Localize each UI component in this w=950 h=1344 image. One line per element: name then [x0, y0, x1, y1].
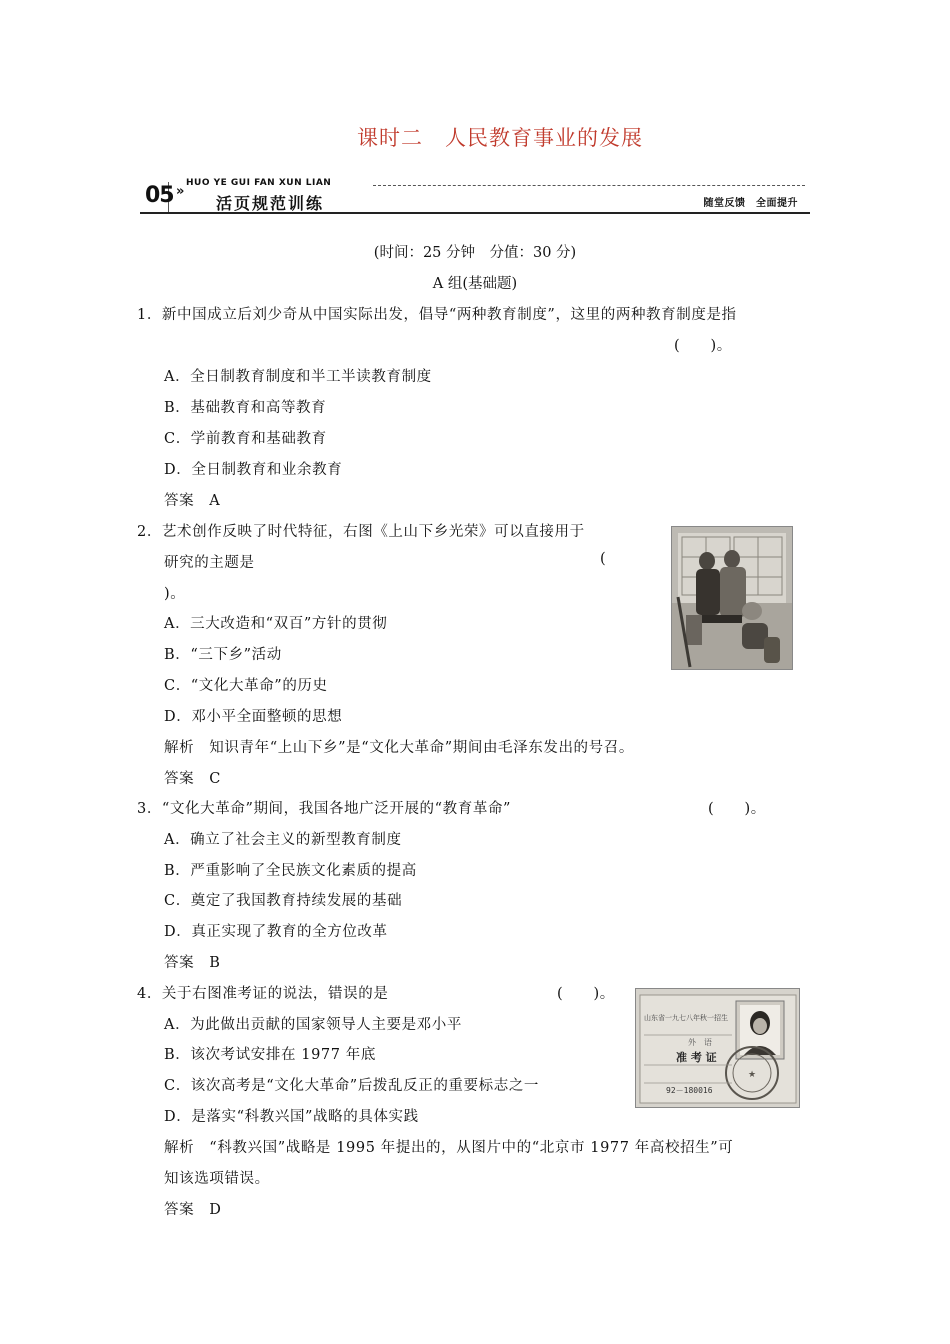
q4-analysis-line2: 知该选项错误。 — [164, 1171, 270, 1187]
page-title: 课时二 人民教育事业的发展 — [357, 126, 643, 150]
q3-option-d: D．真正实现了教育的全方位改革 — [164, 924, 388, 940]
q4-option-a: A．为此做出贡献的国家领导人主要是邓小平 — [164, 1017, 462, 1033]
q4-answer: 答案 D — [164, 1202, 222, 1218]
q2-stem-line2: 研究的主题是 — [164, 555, 255, 571]
ticket-label: 准 考 证 — [676, 1051, 717, 1064]
q3-bracket: ( )。 — [708, 801, 766, 817]
ticket-subject: 外 语 — [688, 1038, 712, 1047]
poster-image — [671, 526, 793, 670]
q3-option-b: B．严重影响了全民族文化素质的提高 — [164, 863, 417, 879]
q1-answer: 答案 A — [164, 493, 221, 509]
q4-stem: 4．关于右图准考证的说法，错误的是 — [137, 986, 389, 1002]
q3-option-c: C．奠定了我国教育持续发展的基础 — [164, 893, 403, 909]
ticket-header: 山东省一九七八年秋一招生 — [644, 1014, 728, 1022]
q4-option-d: D．是落实“科教兴国”战略的具体实践 — [164, 1109, 419, 1125]
q2-stem-line1: 2．艺术创作反映了时代特征，右图《上山下乡光荣》可以直接用于 — [137, 524, 585, 540]
banner-name: 活页规范训练 — [216, 194, 325, 213]
q4-option-b: B．该次考试安排在 1977 年底 — [164, 1047, 376, 1063]
q3-option-a: A．确立了社会主义的新型教育制度 — [164, 832, 402, 848]
q1-option-c: C．学前教育和基础教育 — [164, 431, 327, 447]
group-label: A 组(基础题) — [432, 276, 518, 292]
poster-illustration — [672, 527, 792, 669]
q2-analysis: 解析 知识青年“上山下乡”是“文化大革命”期间由毛泽东发出的号召。 — [164, 740, 634, 756]
q1-bracket: ( )。 — [674, 338, 732, 354]
q1-stem: 1．新中国成立后刘少奇从中国实际出发，倡导“两种教育制度”，这里的两种教育制度是指 — [137, 307, 737, 323]
exam-meta: (时间：25 分钟 分值：30 分) — [373, 245, 577, 261]
svg-text:★: ★ — [747, 1070, 757, 1080]
q4-bracket: ( )。 — [557, 986, 615, 1002]
ticket-background — [636, 989, 799, 1107]
banner-slogan: 随堂反馈 全面提升 — [703, 198, 798, 209]
q3-answer: 答案 B — [164, 955, 221, 971]
q2-option-b: B．“三下乡”活动 — [164, 647, 282, 663]
q4-option-c: C．该次高考是“文化大革命”后拨乱反正的重要标志之一 — [164, 1078, 540, 1094]
q4-analysis-line1: 解析 “科教兴国”战略是 1995 年提出的，从图片中的“北京市 1977 年高校招生”可 — [164, 1140, 734, 1156]
admission-ticket-image — [635, 988, 800, 1108]
banner-arrow-icon: » — [176, 184, 185, 199]
banner-pinyin: HUO YE GUI FAN XUN LIAN — [186, 178, 332, 188]
ticket-number: 92－180016 — [666, 1086, 713, 1095]
q2-option-d: D．邓小平全面整顿的思想 — [164, 709, 343, 725]
q1-option-a: A．全日制教育制度和半工半读教育制度 — [164, 369, 432, 385]
q2-bracket-close: )。 — [164, 586, 186, 602]
q3-stem: 3．“文化大革命”期间，我国各地广泛开展的“教育革命” — [137, 801, 512, 817]
q2-option-c: C．“文化大革命”的历史 — [164, 678, 328, 694]
q2-bracket-open: ( — [600, 551, 607, 567]
q2-answer: 答案 C — [164, 771, 221, 787]
banner-rule — [140, 212, 810, 214]
q1-option-b: B．基础教育和高等教育 — [164, 400, 327, 416]
q2-option-a: A．三大改造和“双百”方针的贯彻 — [164, 616, 388, 632]
q1-option-d: D．全日制教育和业余教育 — [164, 462, 343, 478]
banner-dotted-line — [373, 185, 805, 186]
section-banner — [140, 178, 810, 214]
banner-number: 05 — [145, 183, 174, 208]
